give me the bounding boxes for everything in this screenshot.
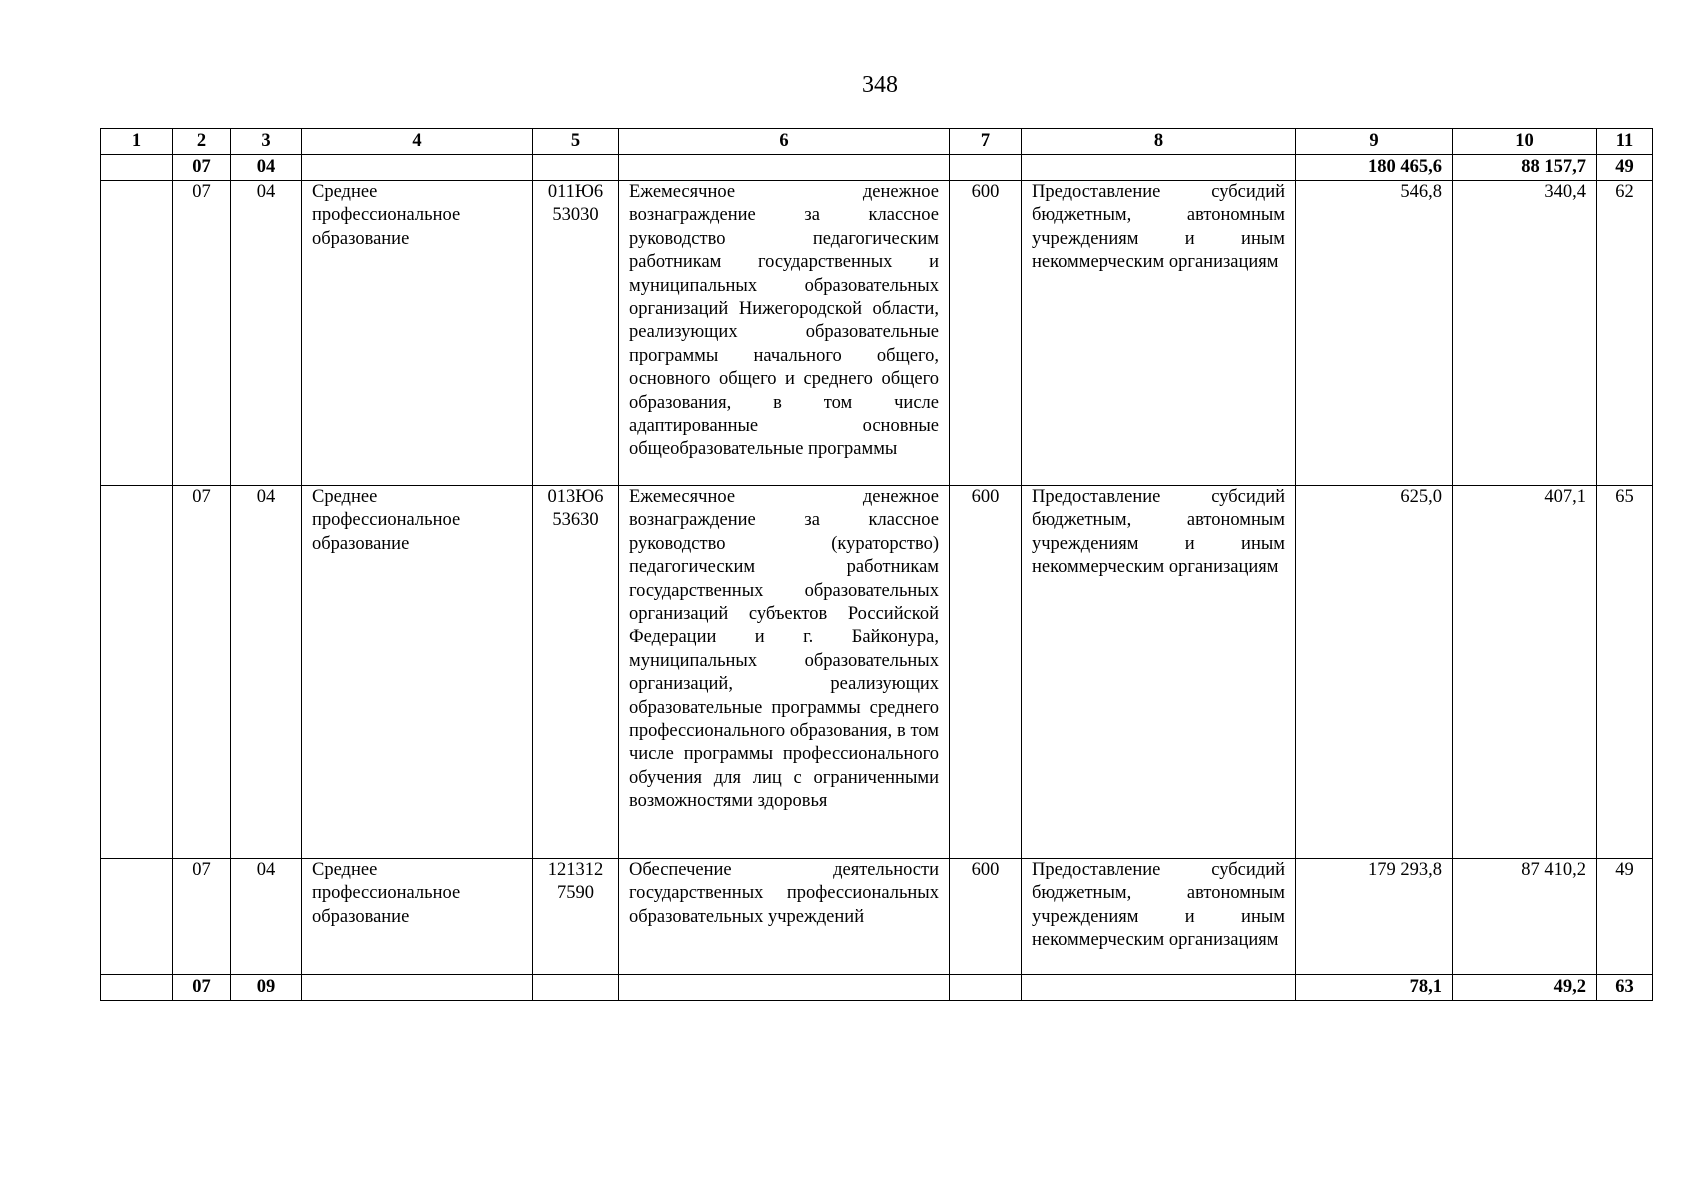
empty-cell bbox=[1022, 975, 1296, 1001]
execution-percent: 63 bbox=[1597, 975, 1653, 1001]
column-number: 7 bbox=[950, 129, 1022, 155]
section-code: 07 bbox=[173, 859, 231, 975]
expense-type-name: Предоставление субсидий бюджетным, автономным учреждениям и иным некоммерческим организациям bbox=[1022, 486, 1296, 859]
subsection-code: 04 bbox=[231, 859, 302, 975]
execution-percent: 49 bbox=[1597, 859, 1653, 975]
executed-amount: 49,2 bbox=[1453, 975, 1597, 1001]
empty-cell bbox=[619, 975, 950, 1001]
expense-type-name: Предоставление субсидий бюджетным, автономным учреждениям и иным некоммерческим организациям bbox=[1022, 859, 1296, 975]
execution-percent: 62 bbox=[1597, 181, 1653, 486]
target-article-code-part: 53030 bbox=[552, 205, 599, 226]
planned-amount: 180 465,6 bbox=[1296, 155, 1453, 181]
section-name: Среднее профессиональное образование bbox=[302, 486, 533, 859]
column-number: 8 bbox=[1022, 129, 1296, 155]
target-article-code-part: 7590 bbox=[557, 883, 594, 904]
table-row bbox=[101, 486, 1653, 859]
target-article-name: Ежемесячное денежное вознаграждение за классное руководство (кураторство) педагогическим работникам государственных образовательных организаций субъектов Российской Федерации и г. Байконура, муниципальных образовательных организаций, реализующих образовательные программы среднего профессионального образования, в том числе программы профессионального обучения для лиц с ограниченными возможностями здоровья bbox=[619, 486, 950, 859]
planned-amount: 179 293,8 bbox=[1296, 859, 1453, 975]
empty-cell bbox=[101, 486, 173, 859]
column-number: 9 bbox=[1296, 129, 1453, 155]
section-total-row bbox=[101, 975, 1653, 1001]
budget-table bbox=[100, 128, 1653, 1001]
section-code: 07 bbox=[173, 155, 231, 181]
section-name: Среднее профессиональное образование bbox=[302, 181, 533, 486]
section-code: 07 bbox=[173, 975, 231, 1001]
empty-cell bbox=[533, 975, 619, 1001]
target-article-code-part: 013Ю6 bbox=[547, 487, 604, 507]
planned-amount: 546,8 bbox=[1296, 181, 1453, 486]
executed-amount: 340,4 bbox=[1453, 181, 1597, 486]
expense-type-code: 600 bbox=[950, 486, 1022, 859]
expense-type-name: Предоставление субсидий бюджетным, автономным учреждениям и иным некоммерческим организациям bbox=[1022, 181, 1296, 486]
target-article-name: Обеспечение деятельности государственных профессиональных образовательных учреждений bbox=[619, 859, 950, 975]
target-article-code-part: 011Ю6 bbox=[547, 182, 604, 202]
column-number: 5 bbox=[533, 129, 619, 155]
executed-amount: 87 410,2 bbox=[1453, 859, 1597, 975]
section-code: 07 bbox=[173, 486, 231, 859]
execution-percent: 49 bbox=[1597, 155, 1653, 181]
expense-type-code: 600 bbox=[950, 859, 1022, 975]
column-number: 2 bbox=[173, 129, 231, 155]
column-number: 6 bbox=[619, 129, 950, 155]
empty-cell bbox=[950, 975, 1022, 1001]
section-name: Среднее профессиональное образование bbox=[302, 859, 533, 975]
empty-cell bbox=[101, 859, 173, 975]
column-number: 1 bbox=[101, 129, 173, 155]
executed-amount: 88 157,7 bbox=[1453, 155, 1597, 181]
empty-cell bbox=[533, 155, 619, 181]
subsection-code: 04 bbox=[231, 155, 302, 181]
subsection-code: 04 bbox=[231, 181, 302, 486]
subsection-code: 09 bbox=[231, 975, 302, 1001]
execution-percent: 65 bbox=[1597, 486, 1653, 859]
target-article-code bbox=[533, 859, 619, 975]
column-number: 3 bbox=[231, 129, 302, 155]
empty-cell bbox=[101, 155, 173, 181]
empty-cell bbox=[101, 975, 173, 1001]
empty-cell bbox=[302, 975, 533, 1001]
page-number: 348 bbox=[862, 72, 898, 98]
target-article-name: Ежемесячное денежное вознаграждение за классное руководство педагогическим работникам государственных и муниципальных образовательных организаций Нижегородской области, реализующих образовательные программы начального общего, основного общего и среднего общего образования, в том числе адаптированные основные общеобразовательные программы bbox=[619, 181, 950, 486]
empty-cell bbox=[302, 155, 533, 181]
column-number: 10 bbox=[1453, 129, 1597, 155]
target-article-code-part: 121312 bbox=[547, 860, 604, 880]
column-number-row bbox=[101, 129, 1653, 155]
column-number: 11 bbox=[1597, 129, 1653, 155]
subsection-code: 04 bbox=[231, 486, 302, 859]
target-article-code bbox=[533, 181, 619, 486]
table-row bbox=[101, 181, 1653, 486]
empty-cell bbox=[101, 181, 173, 486]
planned-amount: 625,0 bbox=[1296, 486, 1453, 859]
executed-amount: 407,1 bbox=[1453, 486, 1597, 859]
expense-type-code: 600 bbox=[950, 181, 1022, 486]
planned-amount: 78,1 bbox=[1296, 975, 1453, 1001]
section-total-row bbox=[101, 155, 1653, 181]
empty-cell bbox=[950, 155, 1022, 181]
empty-cell bbox=[1022, 155, 1296, 181]
target-article-code bbox=[533, 486, 619, 859]
target-article-code-part: 53630 bbox=[552, 510, 599, 531]
empty-cell bbox=[619, 155, 950, 181]
column-number: 4 bbox=[302, 129, 533, 155]
section-code: 07 bbox=[173, 181, 231, 486]
table-row bbox=[101, 859, 1653, 975]
